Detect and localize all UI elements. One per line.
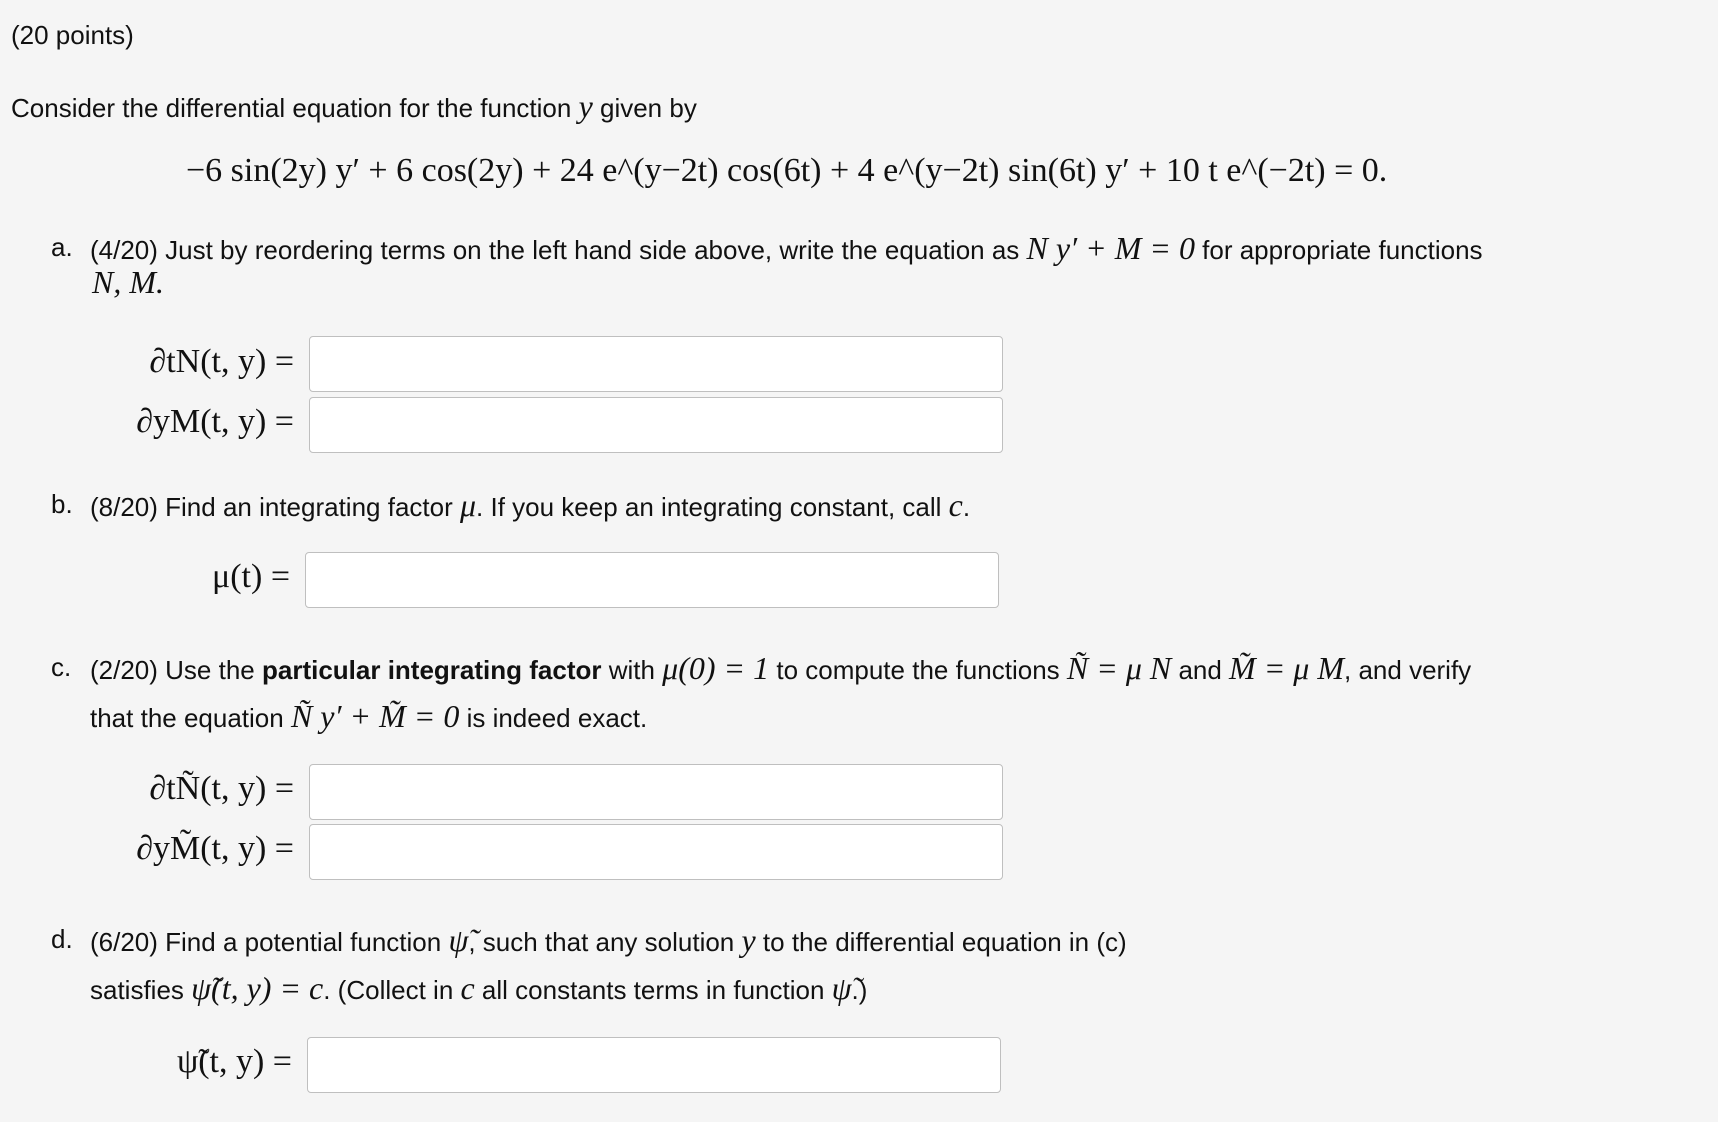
part-c-prompt5: , and verify xyxy=(1344,655,1472,685)
intro-before: Consider the differential equation for the function xyxy=(11,93,579,123)
part-d-line2c: all constants terms in function xyxy=(474,975,832,1005)
part-c-line2a: that the equation xyxy=(90,703,291,733)
part-d-m1: ψ̃(t, y) = c xyxy=(191,970,324,1006)
part-c-prompt3: to compute the functions xyxy=(769,655,1067,685)
answer-dyMtilde-input[interactable] xyxy=(309,824,1003,880)
part-b-prompt2: . If you keep an integrating constant, call xyxy=(476,492,949,522)
part-b-text xyxy=(90,487,970,524)
part-d-psi: ψ̃ xyxy=(448,922,469,958)
part-d-line2d: .) xyxy=(851,975,868,1005)
answer-dtNtilde-input[interactable] xyxy=(309,764,1003,820)
part-a-prompt: (4/20) Just by reordering terms on the left hand side above, write the equation as xyxy=(90,235,1027,265)
part-a-line2: N, M. xyxy=(92,264,164,300)
differential-equation: −6 sin(2y) y′ + 6 cos(2y) + 24 e^(y−2t) cos(6t) + 4 e^(y−2t) sin(6t) y′ + 10 t e^(−2t) = 0. xyxy=(186,152,1388,189)
part-c-line2 xyxy=(90,698,647,735)
part-d-c: c xyxy=(460,970,475,1006)
label-dtNtilde: ∂tÑ(t, y) = xyxy=(149,770,294,807)
answer-psi-input[interactable] xyxy=(307,1037,1001,1093)
part-a-text xyxy=(90,230,1483,267)
part-c-m1: μ(0) = 1 xyxy=(662,650,770,686)
label-psi: ψ̃(t, y) = xyxy=(176,1043,292,1080)
part-c-bold: particular integrating factor xyxy=(261,655,602,685)
intro-after: given by xyxy=(592,93,697,123)
label-mu: μ(t) = xyxy=(212,558,290,595)
part-c-m3: M̃ = μ M xyxy=(1229,650,1345,686)
intro-text xyxy=(11,88,697,125)
part-a-prompt2: for appropriate functions xyxy=(1194,235,1483,265)
label-dyM: ∂yM(t, y) = xyxy=(136,403,294,440)
part-d-line2b: . (Collect in xyxy=(323,975,461,1005)
part-b-marker: b. xyxy=(51,489,73,519)
part-b-c: c xyxy=(948,487,963,523)
part-a-marker: a. xyxy=(51,232,73,262)
part-b-period: . xyxy=(962,492,971,522)
part-d-line2a: satisfies xyxy=(90,975,192,1005)
part-c-m4: Ñ y′ + M̃ = 0 xyxy=(290,698,460,734)
part-d-prompt3: to the differential equation in (c) xyxy=(755,927,1127,957)
part-c-prompt4: and xyxy=(1171,655,1230,685)
intro-var: y xyxy=(578,88,593,124)
part-c-marker: c. xyxy=(51,652,72,682)
part-d-line2 xyxy=(90,970,867,1007)
part-c-line2b: is indeed exact. xyxy=(459,703,648,733)
answer-mu-input[interactable] xyxy=(305,552,999,608)
part-c-m2: Ñ = μ N xyxy=(1066,650,1172,686)
answer-dtN-input[interactable] xyxy=(309,336,1003,392)
part-d-prompt2: , such that any solution xyxy=(468,927,742,957)
part-d-prompt: (6/20) Find a potential function xyxy=(90,927,449,957)
part-b-prompt: (8/20) Find an integrating factor xyxy=(90,492,460,522)
part-b-mu: μ xyxy=(459,487,477,523)
part-a-math: N y′ + M = 0 xyxy=(1026,230,1195,266)
part-d-psi2: ψ̃ xyxy=(831,970,852,1006)
label-dtN: ∂tN(t, y) = xyxy=(149,343,294,380)
part-c-prompt: (2/20) Use the xyxy=(90,655,262,685)
answer-dyM-input[interactable] xyxy=(309,397,1003,453)
part-d-marker: d. xyxy=(51,924,73,954)
part-c-text xyxy=(90,650,1471,687)
points-label: (20 points) xyxy=(11,20,134,50)
part-c-prompt2: with xyxy=(601,655,663,685)
part-d-text xyxy=(90,922,1127,959)
part-d-y: y xyxy=(741,922,756,958)
label-dyMtilde: ∂yM̃(t, y) = xyxy=(136,830,294,867)
